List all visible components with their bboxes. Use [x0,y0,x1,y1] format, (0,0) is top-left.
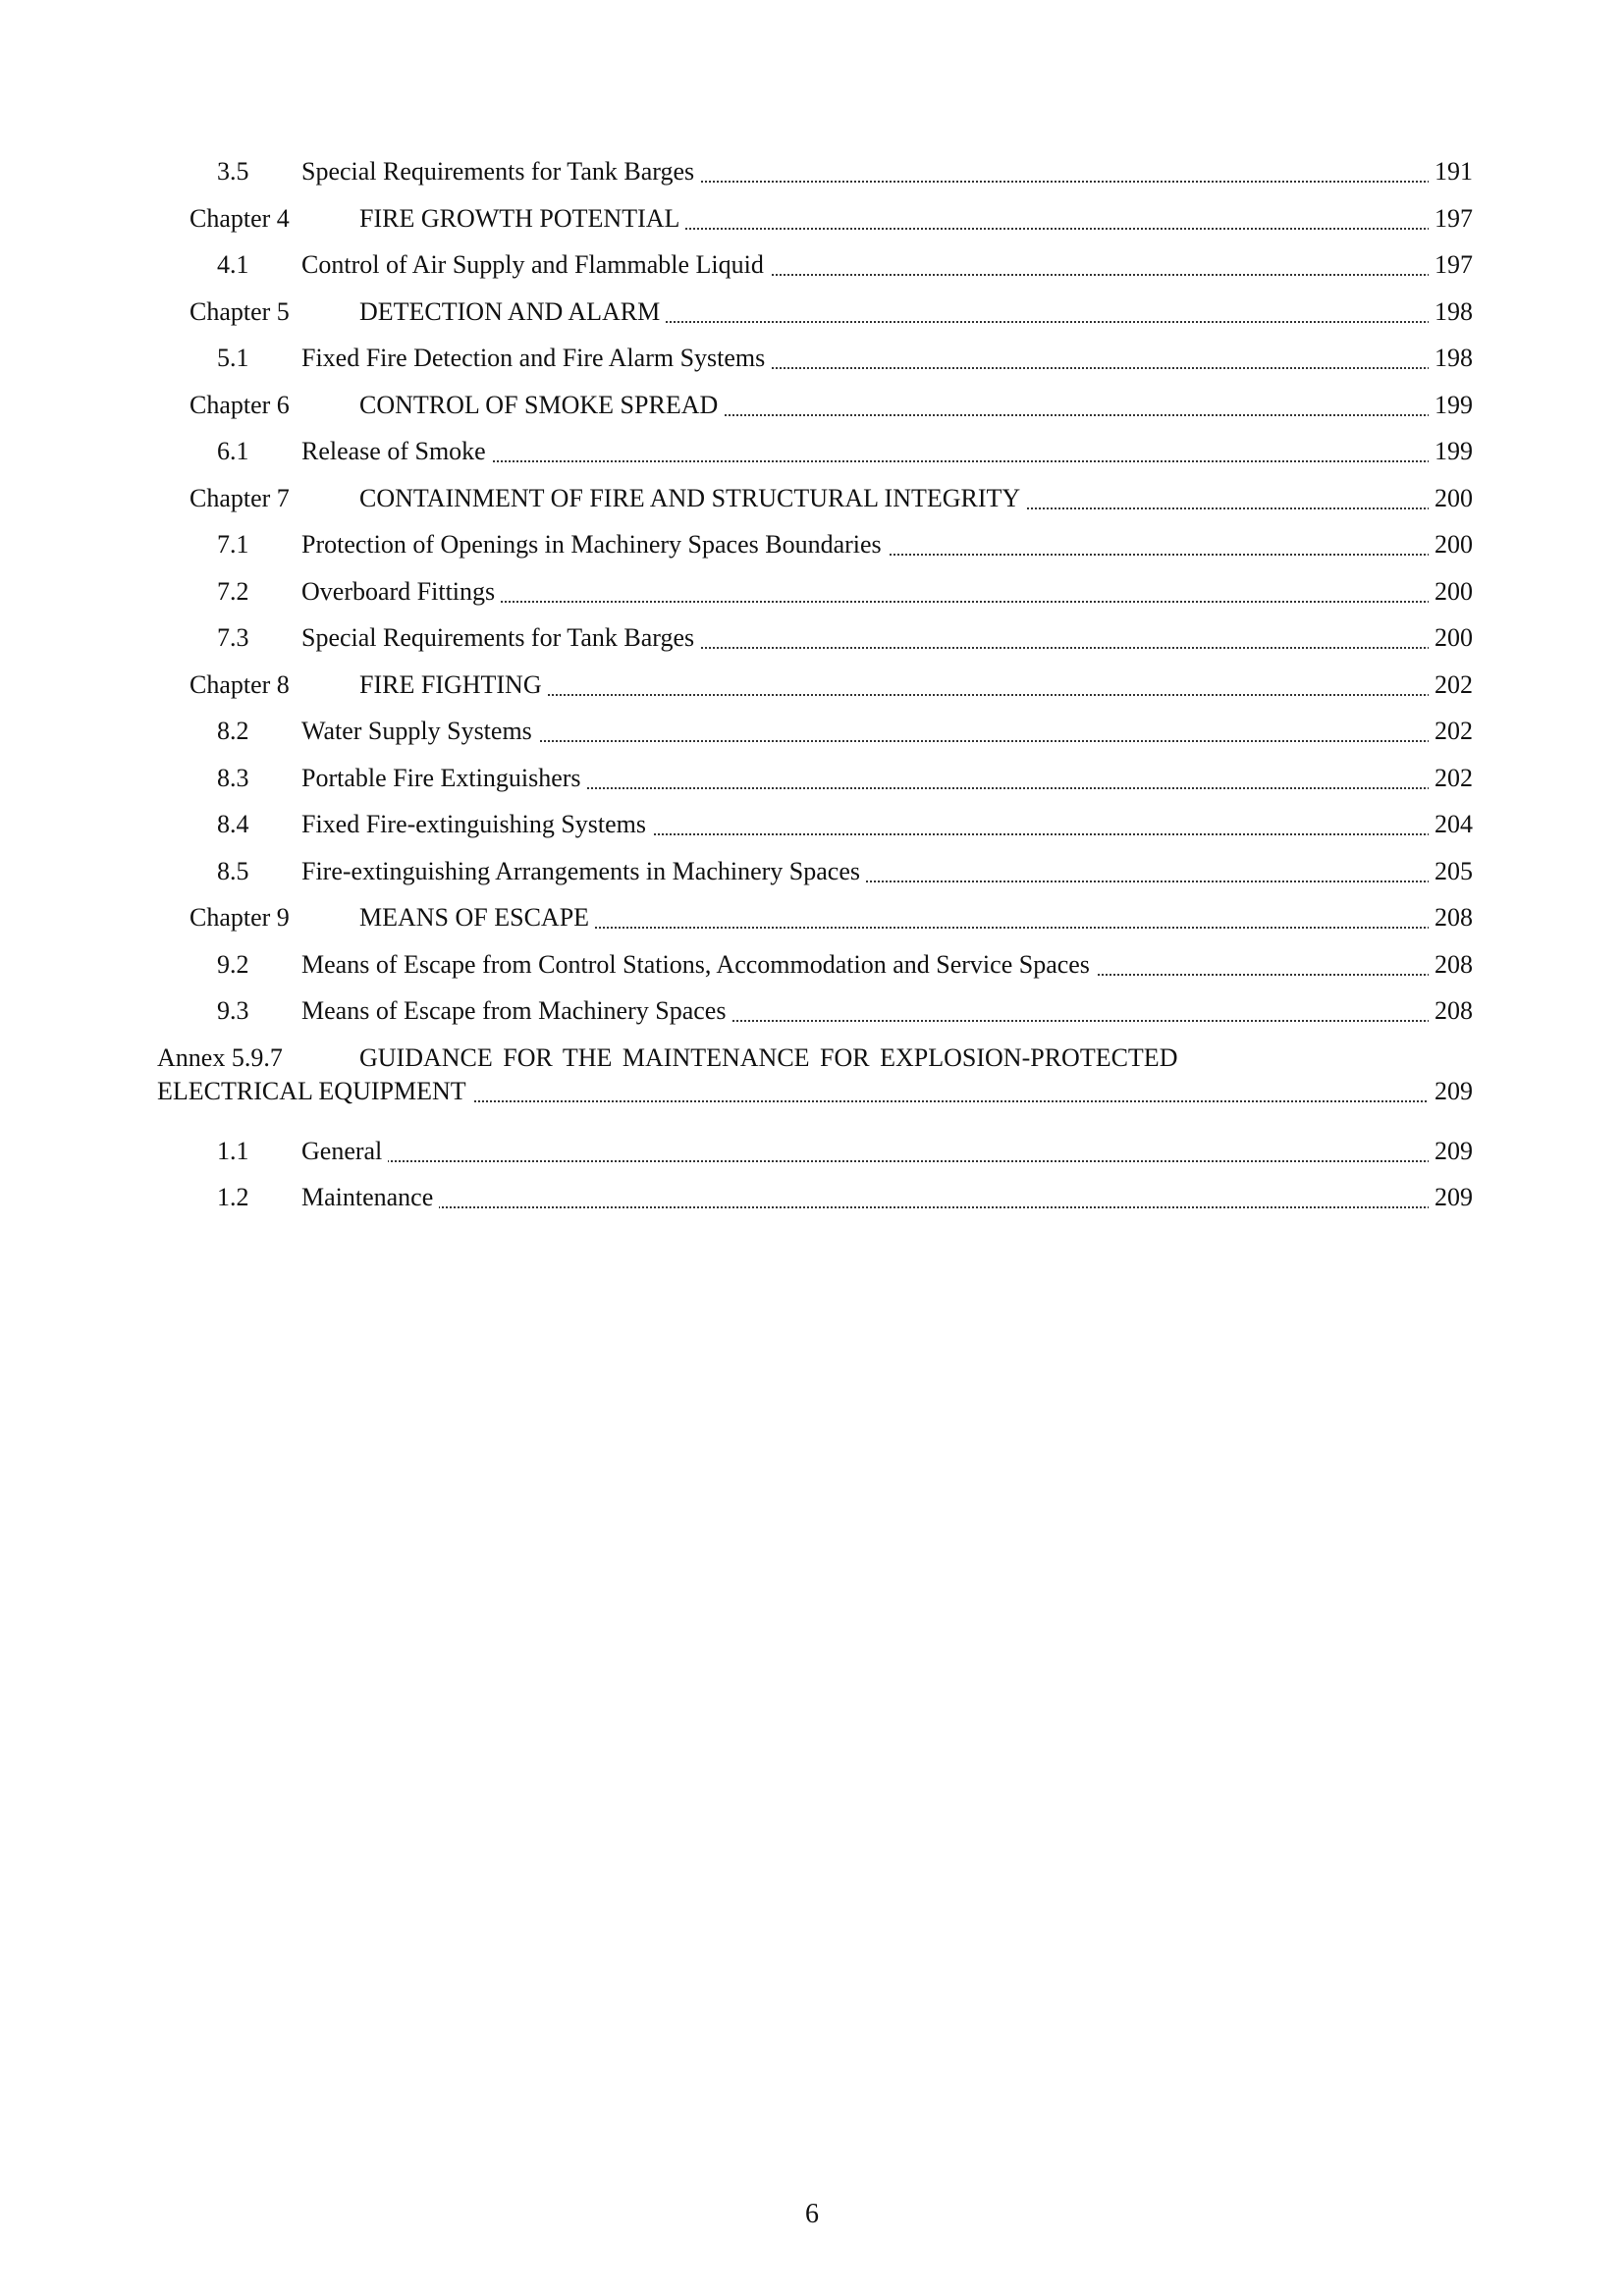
dot-leader [301,1160,1473,1162]
toc-entry-section[interactable] [0,940,1624,988]
entry-page-number: 209 [1429,1135,1473,1168]
page-number: 6 [805,2199,819,2229]
entry-title: General [301,1135,388,1168]
entry-number: 1.2 [217,1181,249,1214]
entry-page-number: 202 [1429,762,1473,795]
entry-title: Control of Air Supply and Flammable Liquid [301,248,770,282]
annex-page-number: 209 [1429,1075,1473,1108]
toc-entry-chapter[interactable] [0,288,1624,335]
entry-title: Protection of Openings in Machinery Spaces Boundaries [301,528,888,561]
entry-number: 5.1 [217,342,249,375]
entry-number: Chapter 5 [189,295,290,329]
entry-title: Means of Escape from Machinery Spaces [301,994,731,1028]
entry-number: 9.2 [217,948,249,982]
toc-annex-entries [0,1127,1624,1220]
entry-title: Release of Smoke [301,435,492,468]
entry-number: 8.5 [217,855,249,888]
toc-entry-section[interactable] [0,754,1624,801]
entry-number: Chapter 9 [189,901,290,934]
toc-entry-chapter[interactable] [0,474,1624,521]
toc-entry-section[interactable] [0,707,1624,754]
entry-page-number: 204 [1429,808,1473,841]
toc-entry-section[interactable] [0,520,1624,567]
entry-title: Overboard Fittings [301,575,501,609]
toc-entry-annex[interactable] [0,1034,1624,1127]
entry-title: CONTROL OF SMOKE SPREAD [359,389,724,422]
entry-page-number: 199 [1429,435,1473,468]
entry-title: CONTAINMENT OF FIRE AND STRUCTURAL INTEGRITY [359,482,1026,515]
entry-number: 9.3 [217,994,249,1028]
entry-number: 6.1 [217,435,249,468]
toc-entry-chapter[interactable] [0,194,1624,241]
entry-title: Means of Escape from Control Stations, Accommodation and Service Spaces [301,948,1096,982]
entry-title: Fixed Fire Detection and Fire Alarm Systems [301,342,771,375]
entry-title: Water Supply Systems [301,715,538,748]
toc-entry-section[interactable] [0,614,1624,661]
entry-number: 1.1 [217,1135,249,1168]
entry-page-number: 199 [1429,389,1473,422]
toc-entry-section[interactable] [0,334,1624,381]
entry-page-number: 197 [1429,248,1473,282]
entry-page-number: 205 [1429,855,1473,888]
entry-title: FIRE FIGHTING [359,668,548,702]
entry-page-number: 208 [1429,994,1473,1028]
annex-number: Annex 5.9.7 [157,1041,283,1075]
toc-entry-chapter[interactable] [0,381,1624,428]
entry-number: Chapter 6 [189,389,290,422]
toc-entry-section[interactable] [0,987,1624,1034]
entry-number: 3.5 [217,155,249,188]
toc-main-entries [0,147,1624,1034]
entry-page-number: 202 [1429,715,1473,748]
entry-title: Special Requirements for Tank Barges [301,155,700,188]
entry-number: 7.2 [217,575,249,609]
entry-number: Chapter 4 [189,202,290,236]
toc-entry-section[interactable] [0,427,1624,474]
entry-number: 8.4 [217,808,249,841]
entry-page-number: 200 [1429,621,1473,655]
toc-entry-chapter[interactable] [0,661,1624,708]
toc-entry-section[interactable] [0,1173,1624,1220]
dot-leader [301,1206,1473,1208]
entry-title: MEANS OF ESCAPE [359,901,595,934]
entry-page-number: 191 [1429,155,1473,188]
annex-title-line2: ELECTRICAL EQUIPMENT [157,1075,472,1108]
table-of-contents [0,147,1624,1220]
entry-page-number: 208 [1429,901,1473,934]
entry-number: 7.1 [217,528,249,561]
entry-title: FIRE GROWTH POTENTIAL [359,202,685,236]
entry-number: 7.3 [217,621,249,655]
entry-page-number: 198 [1429,342,1473,375]
entry-number: 8.3 [217,762,249,795]
entry-title: Maintenance [301,1181,439,1214]
entry-number: Chapter 8 [189,668,290,702]
toc-entry-section[interactable] [0,240,1624,288]
entry-page-number: 209 [1429,1181,1473,1214]
toc-entry-section[interactable] [0,147,1624,194]
entry-page-number: 200 [1429,482,1473,515]
entry-page-number: 200 [1429,528,1473,561]
toc-entry-section[interactable] [0,1127,1624,1174]
entry-title: Special Requirements for Tank Barges [301,621,700,655]
entry-title: Fixed Fire-extinguishing Systems [301,808,652,841]
entry-number: 8.2 [217,715,249,748]
entry-title: DETECTION AND ALARM [359,295,666,329]
toc-entry-section[interactable] [0,847,1624,894]
entry-number: Chapter 7 [189,482,290,515]
entry-page-number: 198 [1429,295,1473,329]
entry-page-number: 202 [1429,668,1473,702]
entry-title: Fire-extinguishing Arrangements in Machinery Spaces [301,855,866,888]
toc-entry-section[interactable] [0,800,1624,847]
toc-entry-chapter[interactable] [0,893,1624,940]
entry-page-number: 200 [1429,575,1473,609]
entry-page-number: 197 [1429,202,1473,236]
entry-title: Portable Fire Extinguishers [301,762,587,795]
annex-title-line1: GUIDANCE FOR THE MAINTENANCE FOR EXPLOSION-PROTECTED [359,1042,1178,1072]
entry-page-number: 208 [1429,948,1473,982]
toc-entry-section[interactable] [0,567,1624,614]
entry-number: 4.1 [217,248,249,282]
